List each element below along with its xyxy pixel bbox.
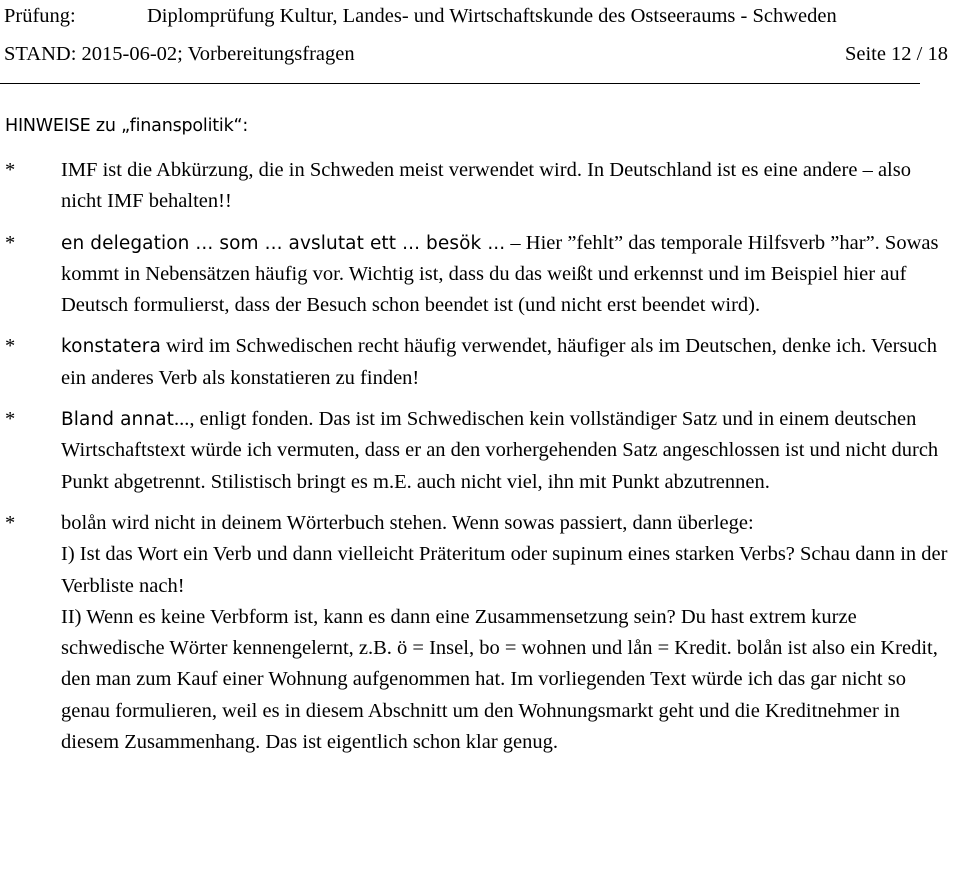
- status-text: STAND: 2015-06-02; Vorbereitungsfragen: [4, 43, 355, 65]
- note-point-two: II) Wenn es keine Verbform ist, kann es dann eine Zusammensetzung sein? Du hast extrem kurze schwedische Wörter kennengelernt, z.B. ö = Insel, bo = wohnen und lån = Kredit. bolån ist also ein Kredit, den man zum Kauf einer Wohnung aufgenommen hat. Im vorliegenden Text würde ich das gar nicht so genau formulieren, weil es in diesem Abschnitt um den Wohnungsmarkt geht und die Kreditnehmer in diesem Zusammenhang. Das ist eigentlich schon klar genug.: [61, 605, 938, 754]
- note-konstatera: [5, 331, 955, 394]
- note-text: ..., enligt fonden. Das ist im Schwedischen kein vollständiger Satz und in einem deutschen Wirtschaftstext würde ich vermuten, dass er an den vorhergehenden Satz angeschlossen ist und nicht durch Punkt abgetrennt. Stilistisch bringt es m.E. auch nicht viel, ihn mit Punkt abzutrennen.: [61, 408, 939, 493]
- note-imf: [5, 155, 955, 218]
- note-delegation: [5, 228, 955, 322]
- note-point-one: I) Ist das Wort ein Verb und dann vielleicht Präteritum oder supinum eines starken Verbs? Schau dann in der Verbliste nach!: [61, 543, 948, 597]
- exam-label: Prüfung:: [4, 5, 76, 27]
- swedish-phrase: Bland annat: [61, 409, 174, 431]
- note-bolan: [5, 508, 955, 758]
- note-text: – Hier ”fehlt” das temporale Hilfsverb ”har”. Sowas kommt in Nebensätzen häufig vor. Wichtig ist, dass du das weißt und erkennst und im Beispiel hier auf Deutsch formulierst, dass der Besuch schon beendet ist (und nicht erst beendet wird).: [61, 231, 939, 317]
- swedish-phrase: en delegation ... som ... avslutat ett ... besök ...: [61, 232, 506, 254]
- note-text: bolån wird nicht in deinem Wörterbuch stehen. Wenn sowas passiert, dann überlege:: [61, 511, 754, 534]
- swedish-word: konstatera: [61, 336, 161, 358]
- bullet-star: *: [5, 335, 16, 358]
- header-divider: [0, 83, 920, 84]
- note-bland-annat: [5, 404, 955, 498]
- bullet-star: *: [5, 159, 16, 181]
- bullet-star: *: [5, 408, 16, 431]
- page-number: Seite 12 / 18: [844, 43, 948, 65]
- section-heading: HINWEISE zu „finanspolitik“:: [5, 116, 249, 136]
- exam-title: Diplomprüfung Kultur, Landes- und Wirtschaftskunde des Ostseeraums - Schweden: [147, 5, 837, 27]
- notes-body: [5, 155, 955, 758]
- bullet-star: *: [5, 231, 16, 254]
- bullet-star: *: [5, 511, 16, 534]
- note-text: wird im Schwedischen recht häufig verwendet, häufiger als im Deutschen, denke ich. Versuch ein anderes Verb als konstatieren zu finden!: [61, 335, 938, 389]
- note-text: IMF ist die Abkürzung, die in Schweden meist verwendet wird. In Deutschland ist es eine andere – also nicht IMF behalten!!: [61, 159, 911, 213]
